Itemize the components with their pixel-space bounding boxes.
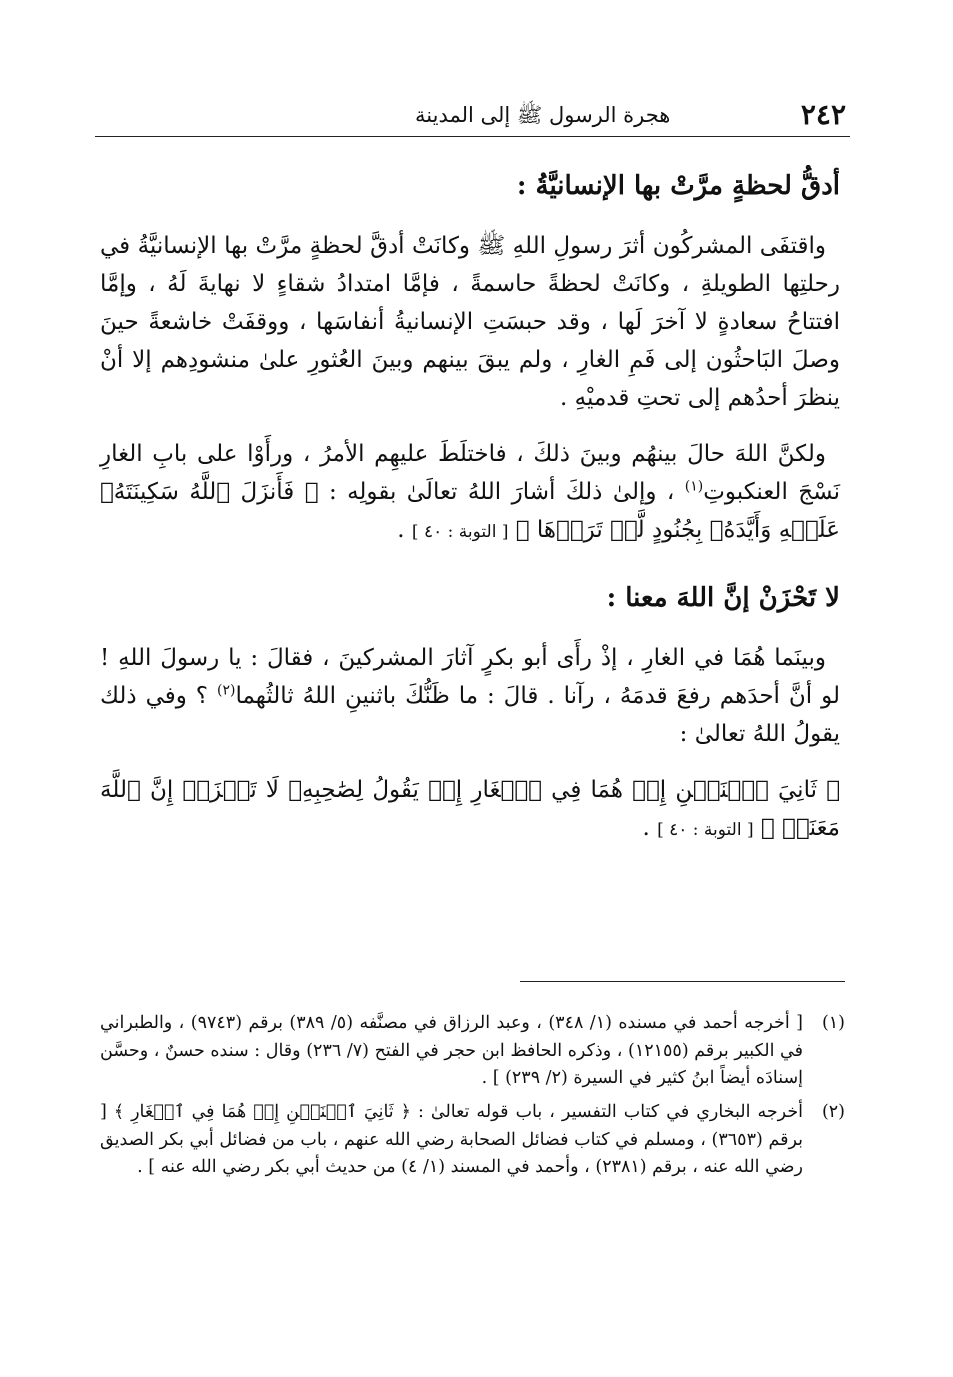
quran-verse-2: ﴿ ثَانِيَ ٱثۡنَيۡنِ إِذۡ هُمَا فِي ٱلۡغَارِ إِذۡ يَقُولُ لِصَٰحِبِهِۦ لَا تَحۡزَنۡ إِنَّ ٱللَّهَ مَعَنَاۖ ﴾ <box>100 777 840 842</box>
verse-reference-2: [ التوبة : ٤٠ ] <box>657 820 754 841</box>
main-text <box>100 168 840 866</box>
page-header <box>95 92 850 137</box>
footnote-divider <box>520 981 845 982</box>
footnote-1 <box>100 1010 845 1093</box>
quran-block-end: . <box>642 815 658 842</box>
footnote-marker-2[interactable]: (٢) <box>216 682 236 699</box>
paragraph-2 <box>100 436 840 550</box>
footnote-text: أخرجه البخاري في كتاب التفسير ، باب قوله تعالىٰ : ﴿ ثَانِيَ ٱثۡنَيۡنِ إِذۡ هُمَا فِي ٱلۡغَارِ ﴾ [ برقم (٣٦٥٣) ، ومسلم في كتاب فضائل الصحابة رضي الله عنهم ، باب من فضائل أبي بكر الصديق رضي الله عنه ، برقم (٢٣٨١) ، وأحمد في المسند (١/ ٤) من حديث أبي بكر رضي الله عنه ] . <box>100 1101 803 1178</box>
footnote-marker-1[interactable]: (١) <box>684 478 704 495</box>
page-number: ٢٤٢ <box>800 98 846 131</box>
paragraph-3 <box>100 640 840 754</box>
paragraph-3-continuation: ؟ وفي ذلك يقولُ اللهُ تعالىٰ : <box>100 683 840 748</box>
footnote-number: (١) <box>821 1013 845 1033</box>
paragraph-2-end: . <box>397 516 412 543</box>
footnote-number: (٢) <box>821 1101 845 1122</box>
running-title: هجرة الرسول ﷺ إلى المدينة <box>415 103 671 127</box>
footnote-2 <box>100 1099 845 1182</box>
paragraph-1 <box>100 228 840 418</box>
paragraph-2-continuation: ، وإلىٰ ذلكَ أشارَ اللهُ تعالَىٰ بقولِه : <box>318 479 685 506</box>
quran-block <box>100 772 840 848</box>
verse-reference-1: [ التوبة : ٤٠ ] <box>411 521 509 542</box>
section-heading-2: لا تَحْزَنْ إنَّ اللهَ معنا : <box>606 582 840 613</box>
footnote-text: [ أخرجه أحمد في مسنده (١/ ٣٤٨) ، وعبد الرزاق في مصنَّفه (٥/ ٣٨٩) برقم (٩٧٤٣) ، والطبراني في الكبير برقم (١٢١٥٥) ، وذكره الحافظ ابن حجر في الفتح (٧/ ٢٣٦) وقال : سنده حسنٌ ، وحسَّن إسنادَه أيضاً ابنُ كثير في السيرة (٢/ ٢٣٩) ] . <box>100 1013 803 1089</box>
paragraph-2-text: ولكنَّ اللهَ حالَ بينهُم وبينَ ذلكَ ، فاختلَطَ عليهِم الأمرُ ، ورأَوْا على بابِ الغارِ نَسْجَ العنكبوتِ <box>100 441 841 506</box>
section-heading-1: أدقُّ لحظةٍ مرَّتْ بها الإنسانيَّةُ : <box>516 171 840 201</box>
paragraph-3-text: وبينَما هُمَا في الغارِ ، إذْ رأَى أبو بكرٍ آثارَ المشركينَ ، فقالَ : يا رسولَ اللهِ ! لو أنَّ أحدَهم رفعَ قدمَهُ ، رآنا . قالَ : ما ظَنُّكَ باثنينِ اللهُ ثالثُهما <box>100 645 841 710</box>
quran-verse-1: ﴿ فَأَنزَلَ ٱللَّهُ سَكِينَتَهُۥ عَلَيۡهِ وَأَيَّدَهُۥ بِجُنُودٍ لَّمۡ تَرَوۡهَا ﴾ <box>100 479 840 543</box>
footnotes <box>100 1010 845 1188</box>
paragraph-1-text: واقتفَى المشركُون أثرَ رسولِ اللهِ ﷺ وكانَتْ أدقَّ لحظةٍ مرَّتْ بها الإنسانيَّةُ في رحلتِها الطويلةِ ، وكانَتْ لحظةً حاسمةً ، فإمَّا امتدادُ شقاءٍ لا نهايةَ لَهُ ، وإمَّا افتتاحُ سعادةٍ لا آخرَ لَها ، وقد حبسَتِ الإنسانيةُ أنفاسَها ، ووقفَتْ خاشعةً حينَ وصلَ البَاحثُون إلى فَمِ الغارِ ، ولم يبقَ بينهم وبينَ العُثورِ علىٰ منشودِهم إلا أنْ ينظرَ أحدُهم إلى تحتِ قدميْهِ . <box>100 233 840 412</box>
